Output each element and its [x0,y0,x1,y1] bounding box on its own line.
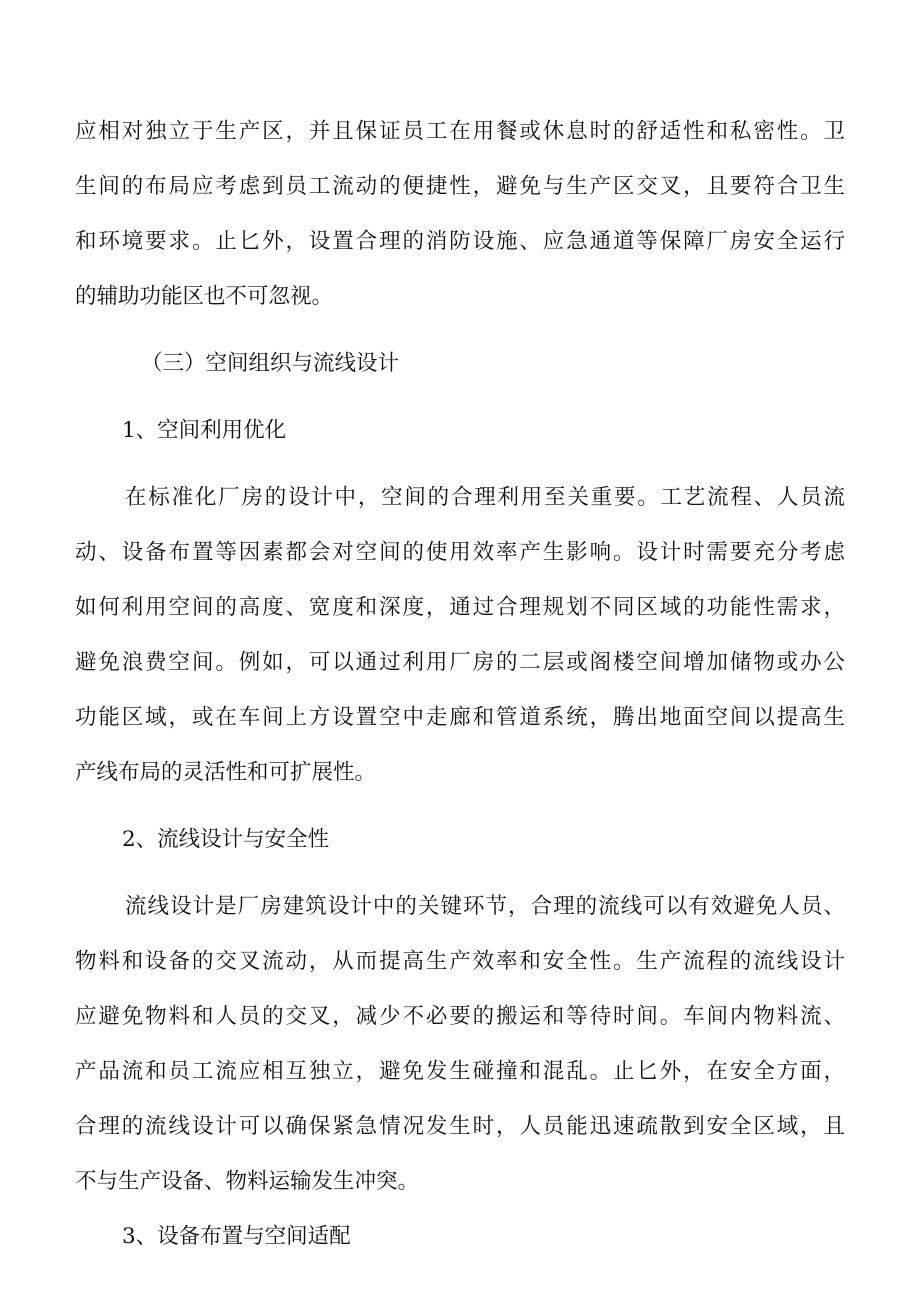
text-line: 功能区域，或在车间上方设置空中走廊和管道系统，腾出地面空间以提高生 [75,705,845,730]
text-line: 和环境要求。止匕外，设置合理的消防设施、应急通道等保障厂房安全运行 [75,229,845,254]
spacer [75,324,845,336]
spacer [75,391,845,403]
text-line: 的辅助功能区也不可忽视。 [75,284,334,309]
document-page [75,104,845,1264]
paragraph-subsection-2 [75,879,845,1209]
spacer [75,867,845,879]
subsection-heading-1: 1、空间利用优化 [122,418,287,443]
text-line: 避免浪费空间。例如，可以通过利用厂房的二层或阁楼空间增加储物或办公 [75,650,845,675]
paragraph-subsection-1 [75,470,845,800]
text-line: 合理的流线设计可以确保紧急情况发生时，人员能迅速疏散到安全区域，且 [75,1114,845,1139]
text-line: 物料和设备的交叉流动，从而提高生产效率和安全性。生产流程的流线设计 [75,949,845,974]
text-line: 动、设备布置等因素都会对空间的使用效率产生影响。设计时需要充分考虑 [75,540,845,565]
subsection-heading-3: 3、设备布置与空间适配 [122,1224,351,1249]
spacer [75,458,845,470]
text-line: 流线设计是厂房建筑设计中的关键环节，合理的流线可以有效避免人员、 [125,894,845,919]
text-line: 在标准化厂房的设计中，空间的合理利用至关重要。工艺流程、人员流 [125,485,845,510]
text-line: 生间的布局应考虑到员工流动的便捷性，避免与生产区交叉，且要符合卫生 [75,174,845,199]
section-heading: （三）空间组织与流线设计 [141,351,400,376]
text-line: 应避免物料和人员的交叉，减少不必要的搬运和等待时间。车间内物料流、 [75,1004,845,1029]
text-line: 不与生产设备、物料运输发生冲突。 [75,1169,420,1194]
text-line: 应相对独立于生产区，并且保证员工在用餐或休息时的舒适性和私密性。卫 [75,119,845,144]
text-line: 产品流和员工流应相互独立，避免发生碰撞和混乱。止匕外，在安全方面， [75,1059,845,1084]
paragraph-continuation [75,104,845,324]
subsection-heading-2: 2、流线设计与安全性 [122,827,330,852]
spacer [75,800,845,812]
text-line: 如何利用空间的高度、宽度和深度，通过合理规划不同区域的功能性需求， [75,595,845,620]
text-line: 产线布局的灵活性和可扩展性。 [75,760,377,785]
